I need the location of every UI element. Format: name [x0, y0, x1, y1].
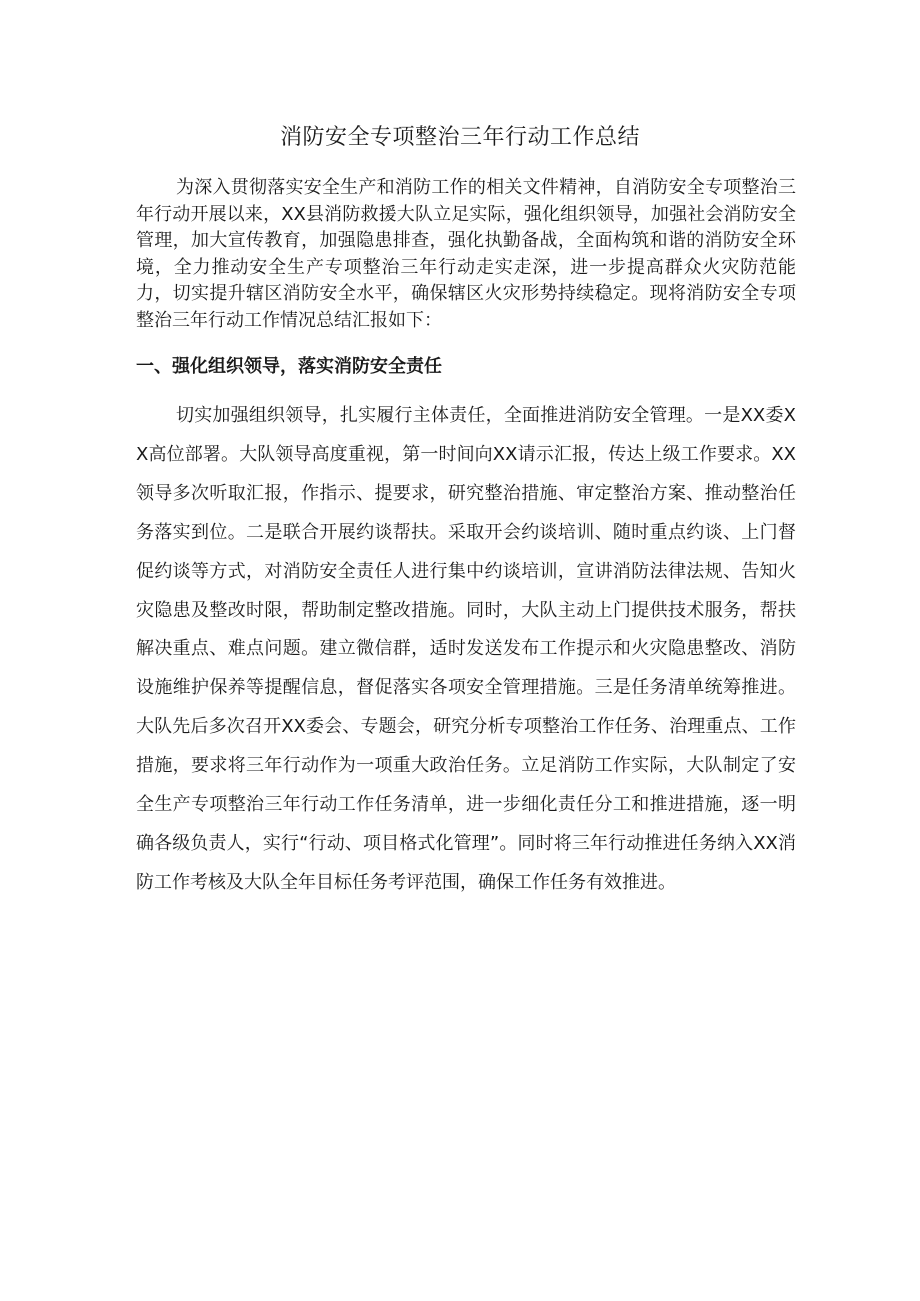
section-body-paragraph: 切实加强组织领导，扎实履行主体责任，全面推进消防安全管理。一是XX委XX高位部署。大队领导高度重视，第一时间向XX请示汇报，传达上级工作要求。XX领导多次听取汇报，作指示、提要求，研究整治措施、审定整治方案、推动整治任务落实到位。二是联合开展约谈帮扶。采取开会约谈培训、随时重点约谈、上门督促约谈等方式，对消防安全责任人进行集中约谈培训，宣讲消防法律法规、告知火灾隐患及整改时限，帮助制定整改措施。同时，大队主动上门提供技术服务，帮扶解决重点、难点问题。建立微信群，适时发送发布工作提示和火灾隐患整改、消防设施维护保养等提醒信息，督促落实各项安全管理措施。三是任务清单统筹推进。大队先后多次召开XX委会、专题会，研究分析专项整治工作任务、治理重点、工作措施，要求将三年行动作为一项重大政治任务。立足消防工作实际，大队制定了安全生产专项整治三年行动工作任务清单，进一步细化责任分工和推进措施，逐一明确各级负责人，实行“行动、项目格式化管理”。同时将三年行动推进任务纳入XX消防工作考核及大队全年目标任务考评范围，确保工作任务有效推进。: [136, 405, 796, 893]
document-title: 消防安全专项整治三年行动工作总结: [279, 125, 640, 150]
intro-paragraph: 为深入贯彻落实安全生产和消防工作的相关文件精神，自消防安全专项整治三年行动开展以来，XX县消防救援大队立足实际，强化组织领导，加强社会消防安全管理，加大宣传教育，加强隐患排查，强化执勤备战，全面构筑和谐的消防安全环境，全力推动安全生产专项整治三年行动走实走深，进一步提高群众火灾防范能力，切实提升辖区消防安全水平，确保辖区火灾形势持续稳定。现将消防安全专项整治三年行动工作情况总结汇报如下：: [136, 177, 796, 331]
section-heading: 一、强化组织领导，落实消防安全责任: [136, 356, 442, 377]
